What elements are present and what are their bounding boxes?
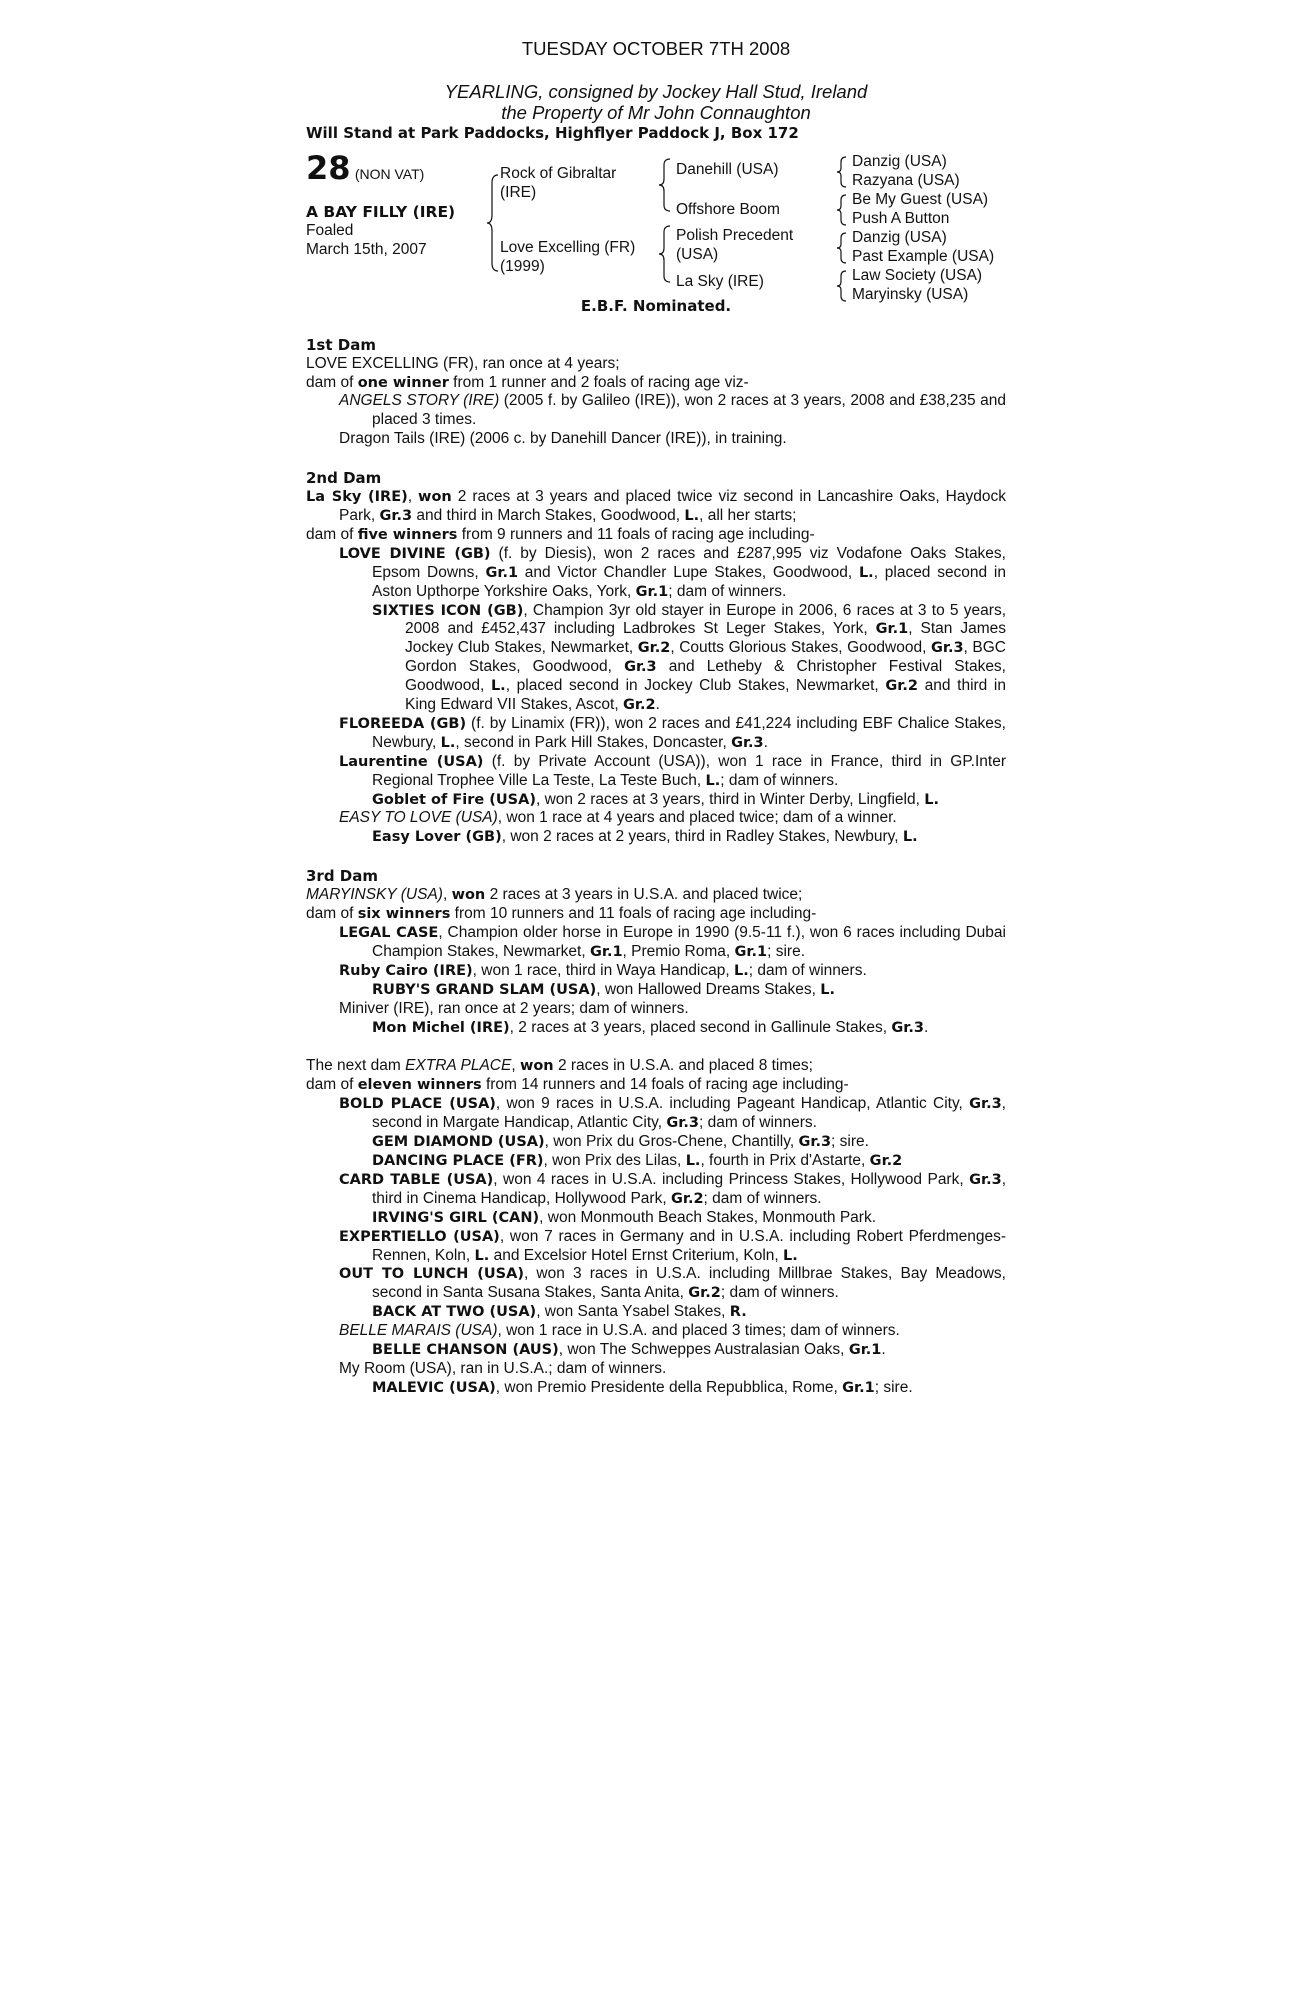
sire-sire: Danehill (USA) bbox=[676, 160, 779, 178]
produce-entry: BELLE MARAIS (USA), won 1 race in U.S.A. and placed 3 times; dam of winners. bbox=[339, 1322, 900, 1340]
dam-record: dam of five winners from 9 runners and 11 foals of racing age including- bbox=[306, 525, 815, 543]
dam-name: Love Excelling (FR) (1999) bbox=[500, 238, 636, 275]
consignor-line: YEARLING, consigned by Jockey Hall Stud, Ireland bbox=[444, 80, 868, 102]
lot-number: 28 bbox=[306, 148, 351, 187]
section-heading: 2nd Dam bbox=[306, 469, 382, 488]
produce-entry: Miniver (IRE), ran once at 2 years; dam of winners. bbox=[339, 999, 689, 1017]
lot-description: A BAY FILLY (IRE) bbox=[306, 202, 456, 221]
next-dam-section bbox=[306, 1057, 1006, 1397]
first-dam-section bbox=[306, 336, 1006, 449]
pedigree-table bbox=[306, 148, 1006, 309]
pedigree-bracket bbox=[836, 193, 848, 227]
produce-entry: BELLE CHANSON (AUS), won The Schweppes Australasian Oaks, Gr.1. bbox=[372, 1341, 886, 1359]
section-heading: 3rd Dam bbox=[306, 867, 378, 886]
produce-entry: EASY TO LOVE (USA), won 1 race at 4 years and placed twice; dam of a winner. bbox=[339, 809, 897, 827]
ped-sdd: Push A Button bbox=[852, 209, 950, 227]
ebf-note: E.B.F. Nominated. bbox=[580, 296, 732, 315]
produce-entry: Goblet of Fire (USA), won 2 races at 3 years, third in Winter Derby, Lingfield, L. bbox=[372, 790, 939, 808]
pedigree-bracket bbox=[658, 157, 672, 213]
produce-entry: Laurentine (USA) (f. by Private Account (USA)), won 1 race in France, third in GP.Inter Regional Trophee Ville La Teste, La Teste Buch, L.; dam of winners. bbox=[339, 752, 1006, 789]
produce-entry: RUBY'S GRAND SLAM (USA), won Hallowed Dreams Stakes, L. bbox=[372, 980, 835, 998]
produce-entry: CARD TABLE (USA), won 4 races in U.S.A. including Princess Stakes, Hollywood Park, Gr.3, third in Cinema Handicap, Hollywood Park, Gr.2; dam of winners. bbox=[339, 1170, 1006, 1207]
dam-summary: La Sky (IRE), won 2 races at 3 years and placed twice viz second in Lancashire Oaks, Haydock Park, Gr.3 and third in March Stakes, Goodwood, L., all her starts; bbox=[306, 488, 1006, 524]
produce-entry: BACK AT TWO (USA), won Santa Ysabel Stakes, R. bbox=[372, 1303, 747, 1321]
dam-summary: The next dam EXTRA PLACE, won 2 races in U.S.A. and placed 8 times; bbox=[306, 1057, 813, 1075]
dam-sire: Polish Precedent (USA) bbox=[676, 226, 794, 263]
produce-entry: ANGELS STORY (IRE) (2005 f. by Galileo (IRE)), won 2 races at 3 years, 2008 and £38,235 and placed 3 times. bbox=[339, 392, 1007, 429]
produce-entry: LEGAL CASE, Champion older horse in Europe in 1990 (9.5-11 f.), won 6 races including Dubai Champion Stakes, Newmarket, Gr.1, Premio Roma, Gr.1; sire. bbox=[339, 924, 1006, 960]
produce-entry: BOLD PLACE (USA), won 9 races in U.S.A. including Pageant Handicap, Atlantic City, Gr.3, second in Margate Handicap, Atlantic City, Gr.3; dam of winners. bbox=[339, 1095, 1006, 1132]
pedigree-bracket bbox=[836, 155, 848, 189]
dam-dam: La Sky (IRE) bbox=[676, 272, 764, 290]
produce-entry: My Room (USA), ran in U.S.A.; dam of winners. bbox=[339, 1359, 667, 1377]
ped-dss: Danzig (USA) bbox=[852, 228, 947, 246]
dam-record: dam of eleven winners from 14 runners and 14 foals of racing age including- bbox=[306, 1076, 849, 1094]
produce-entry: Easy Lover (GB), won 2 races at 2 years, third in Radley Stakes, Newbury, L. bbox=[372, 828, 918, 846]
produce-entry: DANCING PLACE (FR), won Prix des Lilas, L., fourth in Prix d'Astarte, Gr.2 bbox=[372, 1151, 903, 1169]
pedigree-bracket bbox=[486, 173, 500, 273]
location-line: Will Stand at Park Paddocks, Highflyer Paddock J, Box 172 bbox=[306, 123, 799, 142]
pedigree-bracket bbox=[836, 269, 848, 303]
produce-entry: FLOREEDA (GB) (f. by Linamix (FR)), won 2 races and £41,224 including EBF Chalice Stakes, Newbury, L., second in Park Hill Stakes, Doncaster, Gr.3. bbox=[339, 714, 1006, 751]
ped-ddd: Maryinsky (USA) bbox=[852, 285, 969, 303]
produce-entry: SIXTIES ICON (GB), Champion 3yr old stayer in Europe in 2006, 6 races at 3 to 5 years, 2008 and £452,437 including Ladbrokes St Leger Stakes, York, Gr.1, Stan James Jockey Club Stakes, Newmarket, Gr.2, Coutts Glorious Stakes, Goodwood, Gr.3, BGC Gordon Stakes, Goodwood, Gr.3 and Letheby & Christopher Festival Stakes, Goodwood, L., placed second in Jockey Club Stakes, Newmarket, Gr.2 and third in King Edward VII Stakes, Ascot, Gr.2. bbox=[372, 601, 1007, 714]
pedigree-bracket bbox=[658, 224, 672, 284]
dam-record: dam of one winner from 1 runner and 2 foals of racing age viz- bbox=[306, 373, 749, 391]
produce-entry: MALEVIC (USA), won Premio Presidente della Repubblica, Rome, Gr.1; sire. bbox=[372, 1378, 913, 1396]
catalogue-page bbox=[306, 40, 1006, 1398]
third-dam-section bbox=[306, 867, 1006, 1037]
sire-dam: Offshore Boom bbox=[676, 200, 780, 218]
property-line: the Property of Mr John Connaughton bbox=[501, 101, 811, 123]
produce-entry: Mon Michel (IRE), 2 races at 3 years, placed second in Gallinule Stakes, Gr.3. bbox=[372, 1018, 929, 1036]
dam-summary: MARYINSKY (USA), won 2 races at 3 years in U.S.A. and placed twice; bbox=[306, 886, 803, 904]
foaled-date: March 15th, 2007 bbox=[306, 240, 427, 258]
produce-entry: EXPERTIELLO (USA), won 7 races in Germany and in U.S.A. including Robert Pferdmenges-Rennen, Koln, L. and Excelsior Hotel Ernst Criterium, Koln, L. bbox=[339, 1227, 1006, 1264]
second-dam-section bbox=[306, 469, 1006, 847]
vat-status: (NON VAT) bbox=[354, 165, 425, 182]
dam-record: dam of six winners from 10 runners and 11 foals of racing age including- bbox=[306, 905, 817, 923]
dam-summary: LOVE EXCELLING (FR), ran once at 4 years; bbox=[306, 354, 620, 372]
produce-entry: LOVE DIVINE (GB) (f. by Diesis), won 2 races and £287,995 viz Vodafone Oaks Stakes, Epsom Downs, Gr.1 and Victor Chandler Lupe Stakes, Goodwood, L., placed second in Aston Upthorpe Yorkshire Oaks, York, Gr.1; dam of winners. bbox=[339, 544, 1006, 600]
lot-number-block bbox=[306, 148, 425, 187]
foaled-label: Foaled bbox=[306, 221, 354, 239]
produce-entry: OUT TO LUNCH (USA), won 3 races in U.S.A. including Millbrae Stakes, Bay Meadows, second in Santa Susana Stakes, Santa Anita, Gr.2; dam of winners. bbox=[339, 1265, 1006, 1302]
produce-entry: Ruby Cairo (IRE), won 1 race, third in Waya Handicap, L.; dam of winners. bbox=[339, 961, 867, 979]
section-heading: 1st Dam bbox=[306, 335, 376, 354]
produce-entry: GEM DIAMOND (USA), won Prix du Gros-Chene, Chantilly, Gr.3; sire. bbox=[372, 1133, 869, 1151]
pedigree-bracket bbox=[836, 231, 848, 265]
sire-name: Rock of Gibraltar (IRE) bbox=[500, 164, 617, 201]
ped-sss: Danzig (USA) bbox=[852, 152, 947, 170]
produce-entry: Dragon Tails (IRE) (2006 c. by Danehill Dancer (IRE)), in training. bbox=[339, 430, 787, 448]
ped-dds: Law Society (USA) bbox=[852, 266, 983, 284]
ped-sds: Be My Guest (USA) bbox=[852, 190, 989, 208]
ped-dsd: Past Example (USA) bbox=[852, 247, 995, 265]
sale-date: TUESDAY OCTOBER 7TH 2008 bbox=[521, 38, 791, 59]
produce-entry: IRVING'S GIRL (CAN), won Monmouth Beach Stakes, Monmouth Park. bbox=[372, 1208, 877, 1226]
ped-ssd: Razyana (USA) bbox=[852, 171, 960, 189]
